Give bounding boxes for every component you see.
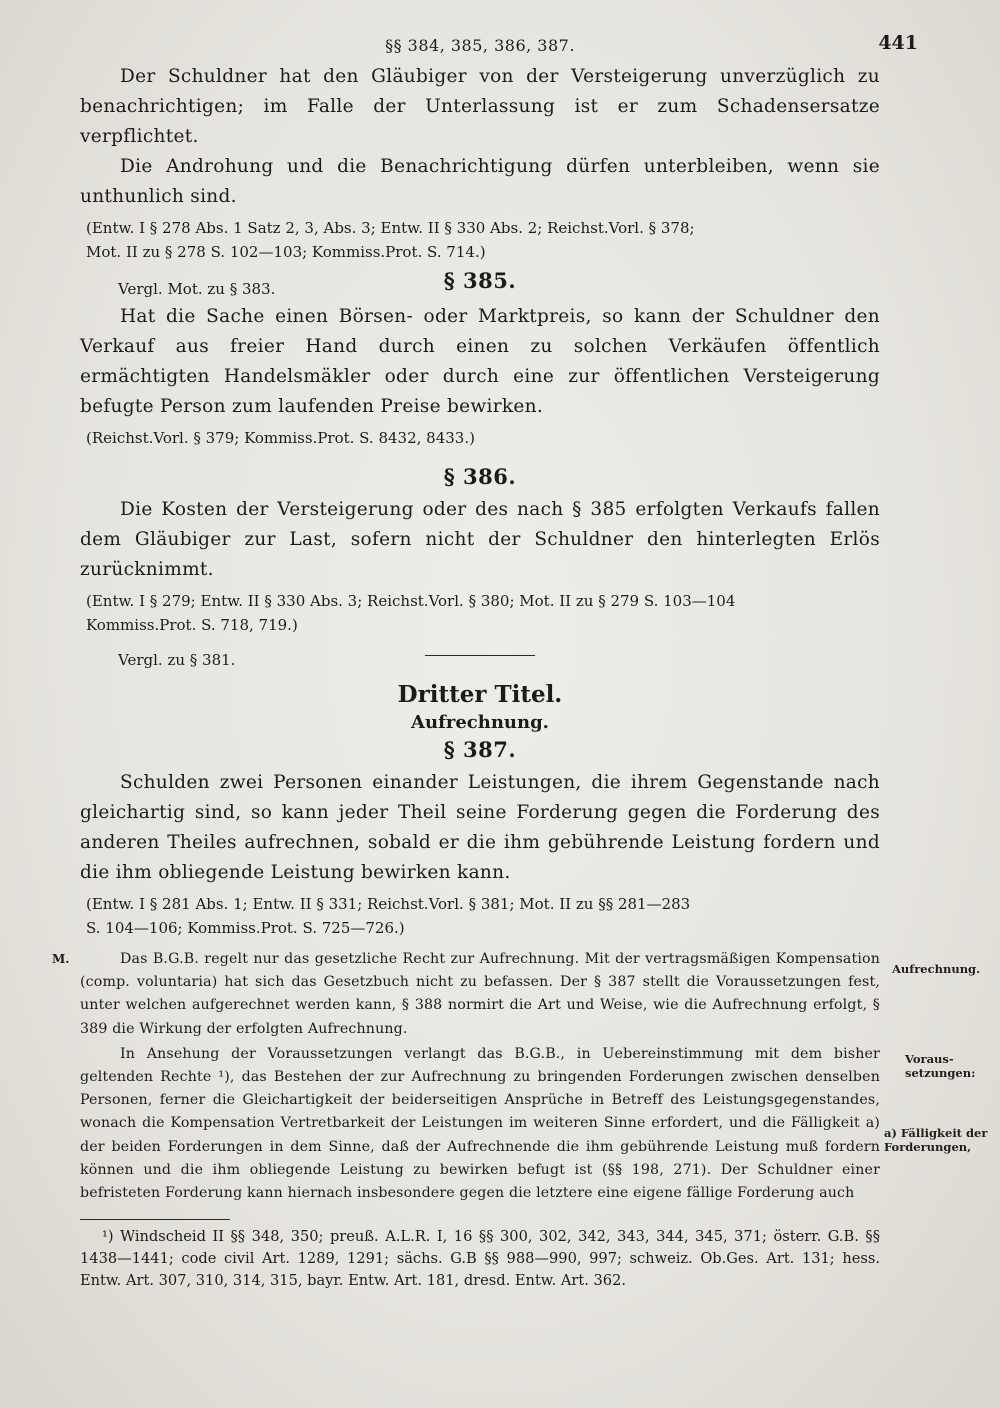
motive-marker: M. [52, 952, 70, 966]
paragraph-387: Schulden zwei Personen einander Leistungen, die ihrem Gegenstande nach gleichartig sind, so kann jeder Theil seine Forderung gegen die Forderung des anderen Theiles aufrechnen, sobald er die ihm gebührende Leistung fordern und die ihm obliegende Leistung bewirken kann. [80, 772, 880, 883]
subtitle-aufrechnung: Aufrechnung. [411, 712, 549, 733]
header-sections: §§ 384, 385, 386, 387. [385, 36, 575, 55]
margin-note-voraus-line1: Voraus- [905, 1052, 954, 1066]
title-dritter-titel: Dritter Titel. [397, 681, 563, 708]
reference-384-line1: (Entw. I § 278 Abs. 1 Satz 2, 3, Abs. 3; Entw. II § 330 Abs. 2; Reichst.Vorl. § 378; [86, 219, 695, 237]
page-number: 441 [878, 32, 918, 54]
reference-386-line1: (Entw. I § 279; Entw. II § 330 Abs. 3; Reichst.Vorl. § 380; Mot. II zu § 279 S. 103—104 [86, 592, 736, 610]
vergl-384: Vergl. Mot. zu § 383. [118, 280, 276, 298]
reference-386 [86, 589, 880, 637]
vergl-386-row [80, 641, 880, 669]
vergl-386: Vergl. zu § 381. [118, 651, 236, 669]
section-heading-386: § 386. [443, 464, 517, 489]
margin-note-voraus-line2: setzungen: [905, 1066, 976, 1080]
reference-386-line2: Kommiss.Prot. S. 718, 719.) [86, 616, 298, 634]
motive-paragraph-2: In Ansehung der Voraussetzungen verlangt das B.G.B., in Uebereinstimmung mit dem bisher geltenden Rechte ¹), das Bestehen der zur Aufrechnung zu bringenden Forderungen zwischen denselben Personen, ferner die Gleichartigkeit der beiderseitigen Ansprüche in Betreff des Leistungsgegenstandes, wonach die Kompensation Vertretbarkeit der Leistungen im weiteren Sinne erfordert, und die Fälligkeit a) der beiden Forderungen in dem Sinne, daß der Aufrechnende die ihm gebührende Leistung muß fordern können und die ihm obliegende Leistung zu bewirken befugt ist (§§ 198, 271). Der Schuldner einer befristeten Forderung kann hiernach insbesondere gegen die letztere eine eigene fällige Forderung auch [80, 1045, 880, 1202]
reference-384-line2: Mot. II zu § 278 S. 102—103; Kommiss.Prot. S. 714.) [86, 243, 486, 261]
motive-paragraph-1: Das B.G.B. regelt nur das gesetzliche Recht zur Aufrechnung. Mit der vertragsmäßigen Kompensation (comp. voluntaria) hat sich das Gesetzbuch nicht zu befassen. Der § 387 stellt die Voraussetzungen fest, unter welchen aufgerechnet werden kann, § 388 normirt die Art und Weise, wie die Aufrechnung erfolgt, § 389 die Wirkung der erfolgten Aufrechnung. [80, 951, 880, 1037]
paragraph-385: Hat die Sache einen Börsen- oder Marktpreis, so kann der Schuldner den Verkauf aus freier Hand durch einen zu solchen Verkäufen öffentlich ermächtigten Handelsmäkler oder durch eine zur öffentlichen Versteigerung befugte Person zum laufenden Preise bewirken. [80, 306, 880, 417]
reference-384 [86, 216, 880, 264]
paragraph-384-a: Der Schuldner hat den Gläubiger von der Versteigerung unverzüglich zu benachrichtigen; im Falle der Unterlassung ist er zum Schadensersatze verpflichtet. [80, 66, 880, 147]
margin-note-aufrechnung: Aufrechnung. [892, 962, 981, 976]
margin-note-faellig-line1: a) Fälligkeit der [884, 1126, 988, 1140]
reference-387 [86, 892, 880, 940]
main-column [52, 28, 918, 1292]
vergl-384-row [80, 268, 880, 302]
motive-block [52, 948, 880, 1205]
reference-387-line2: S. 104—106; Kommiss.Prot. S. 725—726.) [86, 919, 405, 937]
paragraph-386: Die Kosten der Versteigerung oder des nach § 385 erfolgten Verkaufs fallen dem Gläubiger zur Last, sofern nicht der Schuldner den hinterlegten Erlös zurücknimmt. [80, 499, 880, 580]
reference-385: (Reichst.Vorl. § 379; Kommiss.Prot. S. 8432, 8433.) [86, 429, 475, 447]
margin-note-faelligkeit [884, 1126, 989, 1154]
section-heading-387: § 387. [443, 737, 517, 762]
section-divider [425, 655, 535, 656]
section-heading-385: § 385. [443, 268, 517, 293]
margin-note-faellig-line2: Forderungen, [884, 1140, 972, 1154]
margin-note-voraussetzungen [905, 1052, 1000, 1080]
footnote-1: ¹) Windscheid II §§ 348, 350; preuß. A.L.R. I, 16 §§ 300, 302, 342, 343, 344, 345, 371; österr. G.B. §§ 1438—1441; code civil Art. 1289, 1291; sächs. G.B §§ 988—990, 997; schweiz. Ob.Ges. Art. 131; hess. Entw. Art. 307, 310, 314, 315, bayr. Entw. Art. 181, dresd. Entw. Art. 362. [80, 1228, 880, 1290]
reference-387-line1: (Entw. I § 281 Abs. 1; Entw. II § 331; Reichst.Vorl. § 381; Mot. II zu §§ 281—283 [86, 895, 691, 913]
page-header [80, 28, 918, 62]
paragraph-384-b: Die Androhung und die Benachrichtigung dürfen unterbleiben, wenn sie unthunlich sind. [80, 156, 880, 207]
footnote-divider [80, 1219, 230, 1220]
